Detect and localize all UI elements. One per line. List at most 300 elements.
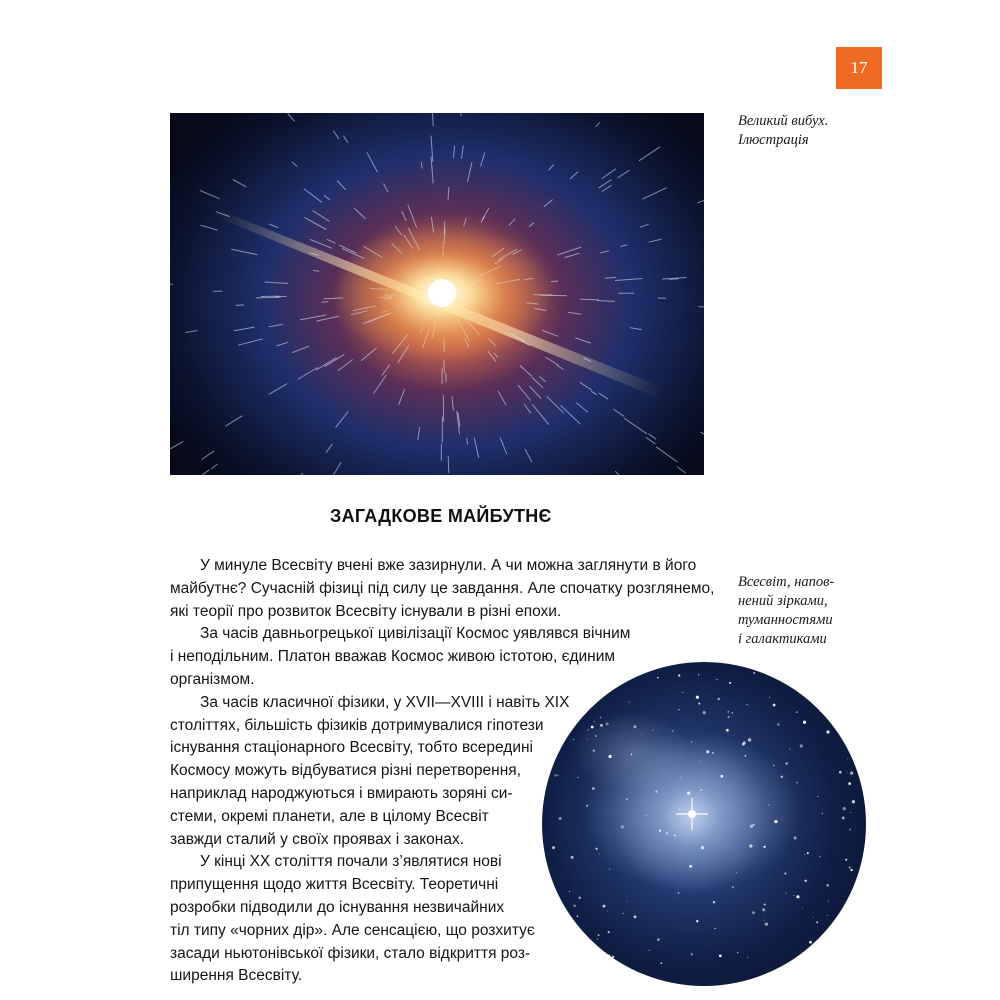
light-streak: [618, 170, 630, 178]
star: [794, 836, 797, 839]
light-streak: [269, 384, 288, 395]
body-line: За часів класичної фізики, у XVII—XVIII і навіть XIX: [200, 693, 570, 711]
star: [844, 703, 846, 705]
light-streak: [467, 162, 472, 182]
light-streak: [701, 432, 704, 441]
star: [674, 835, 676, 837]
light-streak: [529, 223, 534, 227]
light-streak: [580, 382, 592, 390]
star: [764, 920, 765, 921]
light-streak: [170, 284, 173, 285]
light-streak: [238, 339, 263, 345]
light-streak: [234, 327, 255, 331]
star: [592, 787, 595, 790]
star: [609, 868, 610, 869]
light-streak: [509, 219, 515, 226]
star: [777, 723, 780, 726]
star: [569, 732, 570, 733]
star: [714, 928, 715, 929]
light-streak: [327, 239, 336, 243]
light-streak: [448, 187, 449, 201]
light-streak: [500, 438, 507, 455]
light-streak: [677, 467, 686, 473]
caption-line: Всесвіт, напов-: [738, 574, 835, 590]
light-streak: [452, 396, 453, 410]
star: [845, 718, 847, 720]
light-streak: [382, 365, 390, 376]
light-streak: [529, 386, 541, 399]
star: [793, 895, 794, 896]
light-streak: [648, 434, 656, 439]
star: [713, 901, 716, 904]
star: [819, 856, 820, 857]
star: [596, 848, 598, 850]
light-streak: [332, 462, 341, 475]
light-streak: [697, 198, 704, 203]
star: [641, 734, 642, 735]
star: [816, 921, 818, 923]
star: [743, 741, 746, 744]
light-streak: [446, 373, 447, 382]
star: [700, 789, 702, 791]
star: [700, 761, 701, 762]
light-streak: [361, 348, 377, 361]
star: [666, 832, 668, 834]
light-streak: [418, 427, 420, 440]
light-streak: [374, 375, 386, 393]
body-line: які теорії про розвиток Всесвіту існували в різні епохи.: [170, 602, 562, 620]
light-streak: [265, 282, 289, 284]
star: [826, 730, 829, 733]
star: [749, 844, 752, 847]
light-streak: [269, 224, 278, 228]
star: [652, 730, 653, 731]
light-streak: [236, 305, 245, 306]
light-streak: [524, 404, 531, 413]
star: [678, 674, 680, 676]
star: [672, 730, 674, 732]
light-streak: [170, 441, 183, 450]
light-streak: [337, 181, 346, 190]
body-line: тіл типу «чорних дір». Але сенсацією, що розхитує: [170, 921, 535, 939]
star: [784, 873, 786, 875]
star: [822, 813, 824, 815]
light-streak: [498, 391, 506, 406]
caption-line: туманностями: [738, 612, 833, 628]
star: [577, 915, 579, 917]
light-streak: [570, 172, 578, 180]
caption-line: нений зірками,: [738, 593, 828, 609]
light-streak: [344, 136, 348, 143]
star: [785, 893, 787, 895]
star: [826, 884, 829, 887]
star: [608, 931, 610, 933]
star: [810, 681, 811, 682]
star: [846, 931, 847, 932]
star: [737, 952, 738, 953]
light-streak: [448, 456, 449, 473]
body-line: наприклад народжуються і вмирають зоряні си-: [170, 784, 513, 802]
light-streak: [576, 403, 588, 413]
light-streak: [402, 211, 407, 220]
starfield-artwork: [542, 662, 866, 986]
light-streak: [561, 405, 581, 424]
light-streak: [225, 416, 242, 427]
light-streak: [474, 438, 479, 459]
universe-caption: [738, 573, 868, 649]
star: [728, 711, 730, 713]
light-streak: [233, 180, 247, 187]
star: [621, 825, 624, 828]
light-streak: [525, 449, 532, 462]
light-streak: [580, 299, 599, 300]
light-streak: [532, 377, 543, 388]
body-line: завжди сталий у своїх проявах і законах.: [170, 830, 465, 848]
body-line: існування стаціонарного Всесвіту, тобто всередині: [170, 739, 533, 757]
star: [627, 901, 628, 902]
star: [850, 869, 852, 871]
light-streak: [540, 377, 546, 382]
star: [817, 796, 818, 797]
light-streak: [615, 279, 643, 281]
star: [552, 846, 555, 849]
star: [774, 820, 777, 823]
star: [842, 816, 845, 819]
star: [762, 908, 765, 911]
star: [804, 854, 805, 855]
star: [835, 672, 837, 674]
star: [645, 815, 646, 816]
light-streak: [292, 162, 297, 167]
light-streak: [277, 342, 288, 346]
star: [850, 771, 853, 774]
light-streak: [542, 330, 558, 336]
body-line: і неподільним. Платон вважав Космос живою істотою, єдиним: [170, 648, 616, 666]
star: [597, 939, 598, 940]
star: [763, 846, 765, 848]
star: [796, 711, 798, 713]
star: [712, 752, 714, 754]
star: [804, 880, 806, 882]
light-streak: [656, 447, 677, 462]
star: [781, 776, 783, 778]
star: [554, 774, 557, 777]
light-streak: [316, 358, 337, 371]
star: [851, 897, 854, 900]
star: [586, 805, 588, 807]
light-streak: [557, 365, 564, 369]
light-streak: [600, 251, 610, 253]
star: [678, 709, 680, 711]
star: [612, 956, 614, 958]
star: [698, 674, 699, 675]
star: [649, 950, 650, 951]
star: [773, 704, 776, 707]
light-streak: [317, 316, 340, 321]
light-streak: [551, 281, 558, 282]
light-streak: [602, 185, 612, 191]
light-streak: [321, 302, 328, 303]
star: [796, 782, 797, 783]
light-streak: [639, 147, 660, 161]
star: [578, 896, 581, 899]
light-streak: [292, 346, 309, 353]
star: [657, 677, 658, 678]
star: [748, 738, 751, 741]
caption-line: і галактиками: [738, 631, 827, 647]
light-streak: [304, 189, 322, 203]
star: [852, 800, 855, 803]
light-streak: [298, 368, 318, 380]
star: [573, 739, 574, 740]
light-streak: [481, 153, 485, 167]
body-line: У кінці XX століття почали з’являтися нові: [200, 853, 502, 871]
light-streak: [300, 315, 326, 320]
star: [607, 911, 608, 912]
light-streak: [304, 218, 326, 230]
star: [852, 955, 854, 957]
star: [682, 692, 683, 693]
light-streak: [192, 470, 210, 475]
star: [849, 829, 851, 831]
light-streak: [326, 444, 332, 453]
star: [773, 764, 775, 766]
star: [849, 866, 851, 868]
light-streak: [324, 195, 330, 200]
light-streak: [591, 391, 597, 395]
light-streak: [605, 277, 616, 278]
light-streak: [292, 473, 303, 475]
light-streak: [624, 418, 647, 434]
star: [691, 953, 694, 956]
light-streak: [597, 301, 615, 302]
star: [660, 962, 662, 964]
star: [789, 748, 790, 749]
star: [752, 911, 755, 914]
star: [847, 771, 848, 772]
light-streak: [338, 360, 353, 371]
star: [802, 908, 803, 909]
light-streak: [545, 357, 558, 365]
star: [629, 702, 630, 703]
star: [600, 717, 602, 719]
light-streak: [599, 393, 608, 399]
star: [827, 935, 829, 937]
star: [843, 807, 846, 810]
star: [589, 951, 592, 954]
star: [828, 900, 829, 901]
star: [606, 722, 609, 725]
light-streak: [532, 404, 549, 424]
star: [593, 749, 596, 752]
star: [732, 712, 733, 713]
light-streak: [200, 190, 220, 198]
light-streak: [461, 145, 463, 159]
star: [573, 905, 576, 908]
light-streak: [336, 412, 349, 428]
light-streak: [669, 279, 678, 280]
light-streak: [202, 451, 215, 460]
body-line: У минуле Всесвіту вчені вже зазирнули. А чи можна заглянути в його: [200, 557, 697, 574]
light-streak: [211, 464, 218, 469]
light-streak: [596, 122, 600, 127]
star: [807, 852, 809, 854]
star: [703, 711, 706, 714]
star: [848, 782, 851, 785]
star: [728, 716, 730, 718]
star: [599, 853, 600, 854]
light-streak: [333, 131, 339, 139]
light-streak: [384, 184, 389, 193]
light-streak: [544, 200, 553, 207]
star: [631, 754, 632, 755]
light-streak: [367, 152, 378, 172]
star: [833, 691, 834, 692]
star: [696, 920, 698, 922]
star: [575, 705, 576, 706]
star: [560, 738, 563, 741]
star: [796, 895, 799, 898]
light-streak: [549, 165, 554, 171]
star: [680, 777, 681, 778]
star: [659, 830, 661, 832]
star: [769, 697, 770, 698]
section-heading: ЗАГАДКОВЕ МАЙБУТНЄ: [330, 506, 552, 526]
star: [726, 729, 729, 732]
body-line: століттях, більшість фізиків дотримувалися гіпотези: [170, 716, 544, 734]
star: [622, 913, 623, 914]
light-streak: [288, 114, 295, 122]
star: [655, 790, 657, 792]
star: [558, 924, 560, 926]
body-line: припущення щодо життя Всесвіту. Теоретичні: [170, 876, 499, 894]
body-line: Космосу можуть відбуватися різні перетворення,: [170, 762, 521, 780]
star: [720, 775, 723, 778]
star: [753, 672, 755, 674]
light-streak: [313, 270, 319, 271]
star: [689, 865, 692, 868]
star: [678, 892, 680, 894]
star: [600, 724, 603, 727]
star: [691, 741, 692, 742]
star: [571, 689, 573, 691]
body-line: За часів давньогрецької цивілізації Космос уявлявся вічним: [200, 625, 631, 643]
light-streak: [256, 297, 280, 298]
light-streak: [432, 113, 433, 126]
star: [820, 685, 823, 688]
star: [591, 726, 594, 729]
star: [732, 886, 734, 888]
star: [813, 917, 814, 918]
body-line: засади ньютонівської фізики, стало відкриття роз-: [170, 944, 531, 962]
light-streak: [640, 224, 649, 227]
light-streak: [699, 307, 705, 308]
star: [768, 804, 769, 805]
star: [608, 954, 611, 957]
light-streak: [454, 146, 455, 158]
star: [729, 682, 731, 684]
light-streak: [520, 365, 532, 376]
light-streak: [313, 211, 330, 222]
star: [679, 808, 681, 810]
star: [657, 938, 660, 941]
light-streak: [620, 245, 627, 247]
body-line: майбутнє? Сучасній фізиці під силу це завдання. Але спочатку розглянемо,: [170, 579, 715, 597]
big-bang-artwork: [170, 113, 704, 475]
star: [847, 758, 848, 759]
light-streak: [461, 113, 462, 116]
star: [555, 680, 557, 682]
light-streak: [649, 239, 662, 242]
star: [717, 698, 719, 700]
star: [557, 775, 558, 776]
star: [809, 941, 812, 944]
light-streak: [269, 324, 283, 327]
star: [633, 725, 636, 728]
page-number-badge: 17: [836, 47, 882, 89]
light-streak: [325, 354, 345, 366]
star: [736, 872, 737, 873]
body-line: стеми, окремі планети, але в цілому Всесвіт: [170, 807, 489, 825]
star: [569, 891, 570, 892]
star: [595, 735, 597, 737]
star: [594, 721, 595, 722]
star: [716, 679, 717, 680]
star: [577, 777, 578, 778]
body-line: організмом.: [170, 670, 255, 688]
light-streak: [310, 239, 332, 248]
star: [752, 824, 754, 826]
star: [634, 915, 637, 918]
star: [698, 703, 700, 705]
star: [696, 696, 699, 699]
star: [853, 680, 856, 683]
body-line: ширення Всесвіту.: [170, 967, 303, 985]
star: [706, 750, 709, 753]
star: [608, 755, 611, 758]
light-streak: [186, 331, 198, 333]
light-streak: [615, 471, 632, 475]
body-line: розробки підводили до існування незвичайних: [170, 898, 505, 916]
star: [587, 729, 589, 731]
star: [819, 711, 820, 712]
star: [571, 856, 574, 859]
big-bang-caption: [738, 112, 888, 150]
light-streak: [565, 253, 580, 257]
star: [827, 915, 828, 916]
light-streak: [231, 249, 257, 254]
star: [609, 964, 610, 965]
star: [747, 704, 748, 705]
light-streak: [518, 385, 531, 401]
light-streak: [408, 205, 417, 228]
light-streak: [568, 312, 582, 314]
star: [792, 675, 795, 678]
light-streak: [482, 208, 489, 220]
light-streak: [602, 169, 616, 179]
star: [803, 721, 806, 724]
light-streak: [642, 188, 667, 200]
star: [747, 957, 748, 958]
light-streak: [399, 389, 405, 405]
light-streak: [200, 225, 217, 230]
light-streak: [354, 208, 365, 219]
star: [554, 730, 555, 731]
star: [701, 846, 704, 849]
light-streak: [575, 338, 591, 343]
light-streak: [630, 328, 642, 330]
star: [626, 798, 628, 800]
